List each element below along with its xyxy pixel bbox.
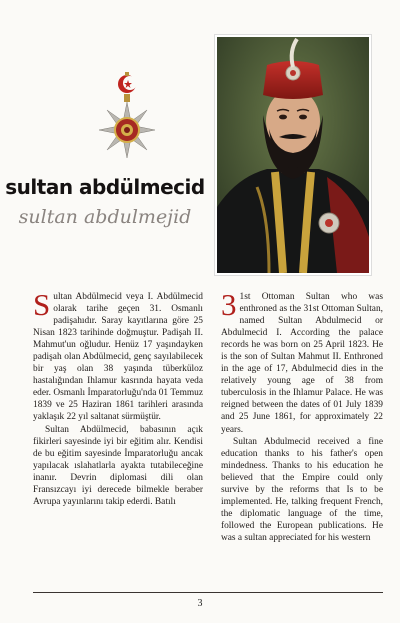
title-english: sultan abdulmejid: [18, 206, 192, 228]
turkish-column: [33, 287, 203, 508]
english-column: [221, 287, 383, 544]
turkish-paragraph-1: Sultan Abdülmecid veya I. Abdülmecid olarak tarihe geçen 31. Osmanlı padişahıdır. Saray kayıtlarına göre 25 Nisan 1823 tarihinde doğmuştur. Padişah II. Mahmut'un oğludur. Henüz 17 yaşındayken padişah olan Abdülmecid, genç sayılabilecek bir yaş olan 38 yaşında tüberküloz hastalığından Ihlamur kasrında hayata veda eder. Osmanlı İmparatorluğu'nda 01 Temmuz 1839 ve 25 Haziran 1861 tarihleri arasında yaklaşık 22 yıl saltanat sürmüştür.: [33, 287, 203, 423]
dropcap: 3: [221, 287, 237, 322]
dropcap: S: [33, 287, 51, 322]
english-paragraph-1: 3 1st Ottoman Sultan who was enthroned as the 31st Ottoman Sultan, named Sultan Abdulmecid or Abdulmecid I. According the palace records he was born on 25 April 1823. He is the son of Sultan Mahmut II. Enthroned in the age of 17, Abdulmecid dies in the relatively young age of 38 from tuberculosis in the Ihlamur Palace. He was reigned between the dates of 01 July 1839 and 25 June 1861, for approximately 22 years.: [221, 287, 383, 435]
english-paragraph-2: Sultan Abdulmecid received a fine education thanks to his father's open mindedness. Thanks to his education he believed that the Empire could only survive by the reforms that Is to be implemented. He, talking frequent French, the diplomatic language of the time, followed the European publications. He was a sultan appreciated for his western: [221, 436, 383, 543]
ottoman-order-medal-icon: [92, 68, 162, 160]
turkish-paragraph-2: Sultan Abdülmecid, babasının açık fikirleri sayesinde iyi bir eğitim alır. Kendisi de bu eğitim sayesinde İmparatorluğu ancak yapılacak ıslahatlarla ayakta tutabileceğine inanır. Devrin diplomasi dili olan Fransızcayı iyi derecede bilmekle beraber Avrupa yayınlarını takip ederdi. Batılı: [33, 424, 203, 507]
footer-divider: [33, 592, 383, 593]
sultan-portrait: [215, 35, 371, 275]
page-number: 3: [197, 598, 203, 609]
title-turkish: sultan abdülmecid: [5, 175, 205, 199]
